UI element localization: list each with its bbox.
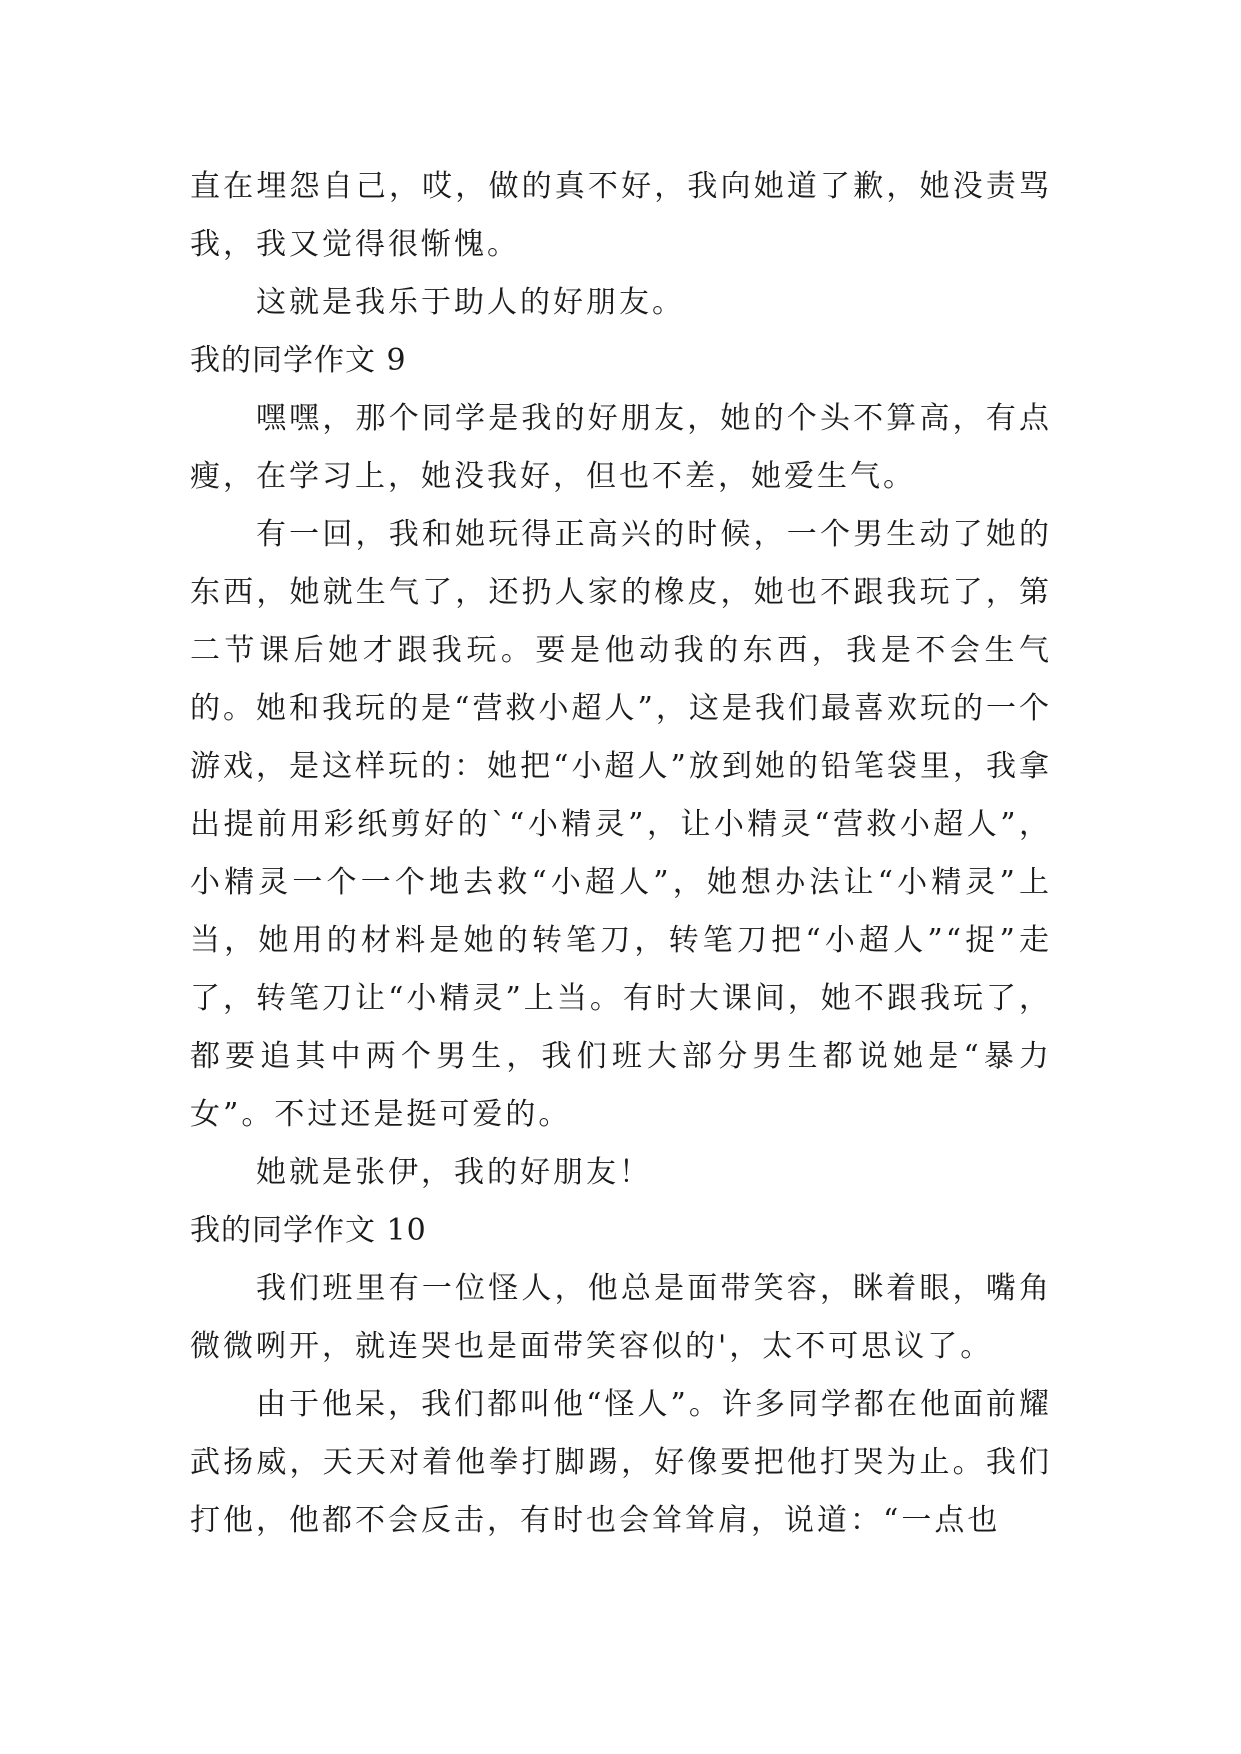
- paragraph: 我们班里有一位怪人，他总是面带笑容，眯着眼，嘴角微微咧开，就连哭也是面带笑容似的'，太不可思议了。: [190, 1271, 1052, 1364]
- section-heading: 我的同学作文 10: [190, 1213, 427, 1248]
- paragraph: 嘿嘿，那个同学是我的好朋友，她的个头不算高，有点瘦，在学习上，她没我好，但也不差，她爱生气。: [190, 401, 1052, 494]
- section-heading: 我的同学作文 9: [190, 343, 407, 378]
- paragraph: 由于他呆，我们都叫他“怪人”。许多同学都在他面前耀武扬威，天天对着他拳打脚踢，好像要把他打哭为止。我们打他，他都不会反击，有时也会耸耸肩，说道：“一点也: [190, 1387, 1052, 1538]
- paragraph: 有一回，我和她玩得正高兴的时候，一个男生动了她的东西，她就生气了，还扔人家的橡皮，她也不跟我玩了，第二节课后她才跟我玩。要是他动我的东西，我是不会生气的。她和我玩的是“营救小超人”，这是我们最喜欢玩的一个游戏，是这样玩的：她把“小超人”放到她的铅笔袋里，我拿出提前用彩纸剪好的`“小精灵”，让小精灵“营救小超人”，小精灵一个一个地去救“小超人”，她想办法让“小精灵”上当，她用的材料是她的转笔刀，转笔刀把“小超人”“捉”走了，转笔刀让“小精灵”上当。有时大课间，她不跟我玩了，都要追其中两个男生，我们班大部分男生都说她是“暴力女”。不过还是挺可爱的。: [190, 517, 1052, 1132]
- paragraph: 这就是我乐于助人的好朋友。: [256, 285, 685, 320]
- paragraph: 直在埋怨自己，哎，做的真不好，我向她道了歉，她没责骂我，我又觉得很惭愧。: [190, 169, 1052, 262]
- paragraph: 她就是张伊，我的好朋友！: [256, 1155, 652, 1190]
- document-body: [190, 158, 1052, 1550]
